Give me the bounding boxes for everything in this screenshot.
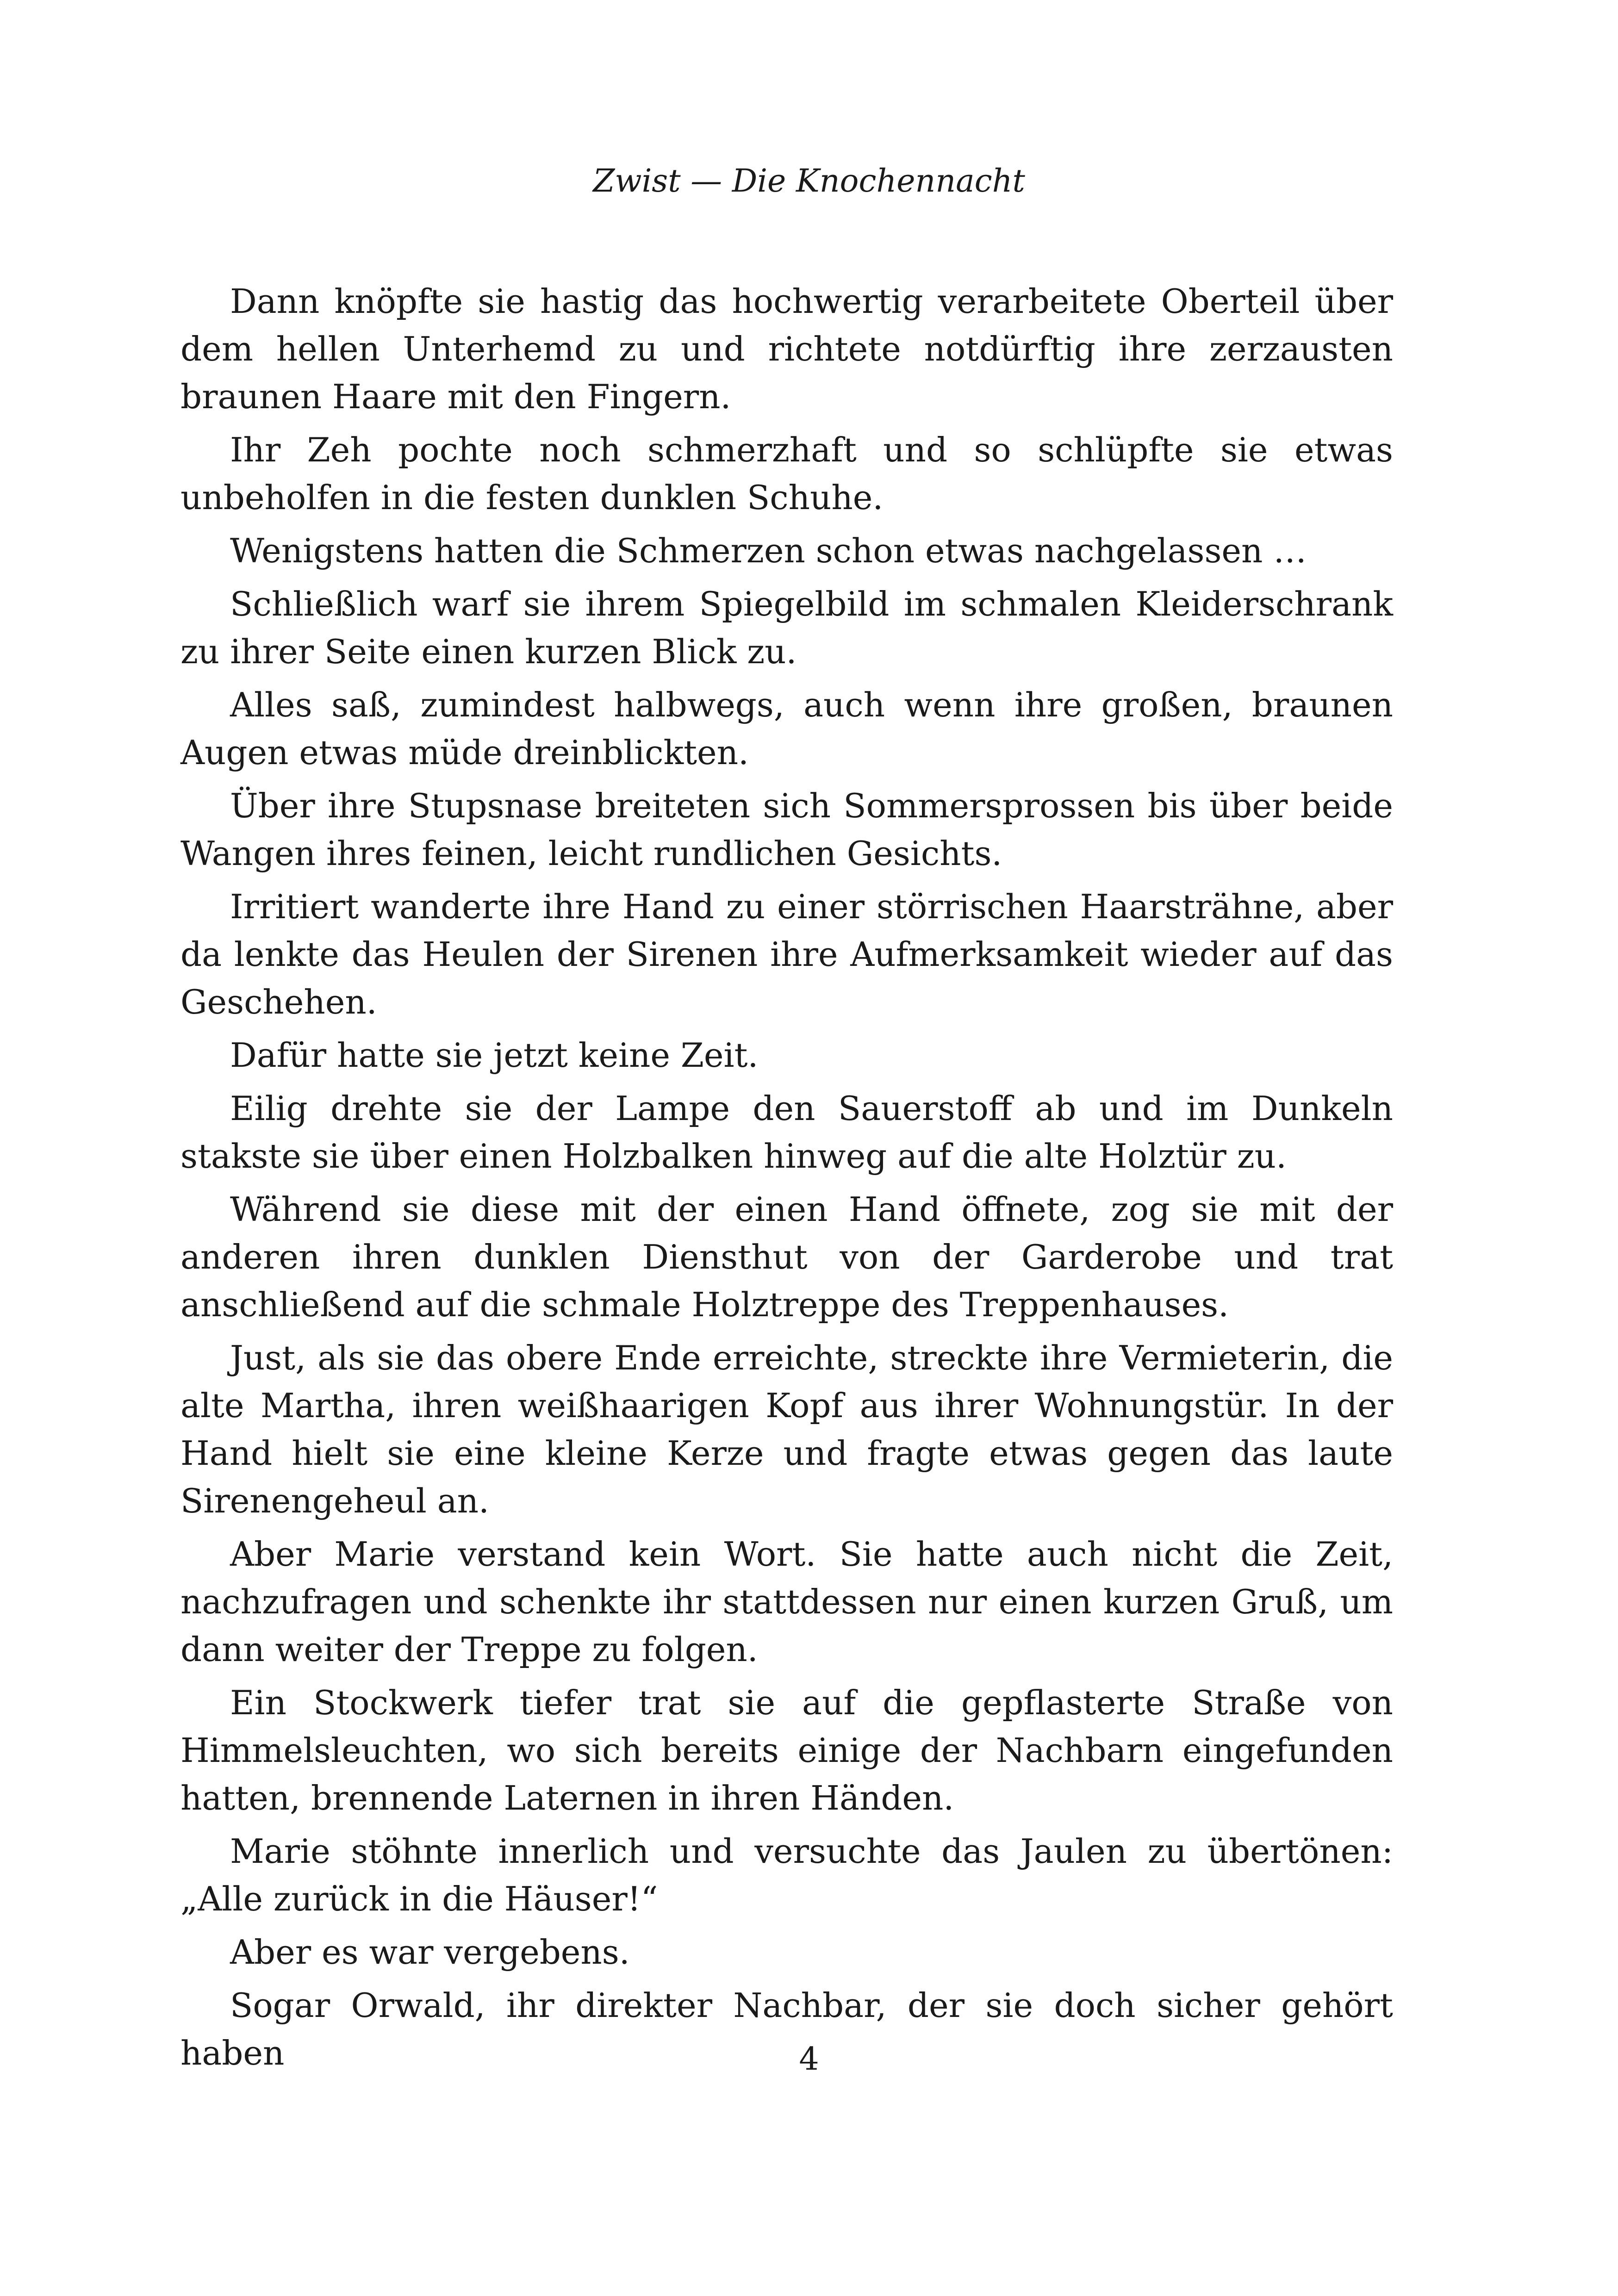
paragraph: Alles saß, zumindest halbwegs, auch wenn ihre großen, braunen Augen etwas müde dreinblickten. (180, 685, 1393, 772)
page-number: 4 (799, 2041, 819, 2078)
running-header: Zwist — Die Knochennacht (593, 163, 1025, 199)
body-text (180, 278, 1393, 2083)
paragraph: Schließlich warf sie ihrem Spiegelbild im schmalen Kleiderschrank zu ihrer Seite einen kurzen Blick zu. (180, 585, 1393, 671)
paragraph: Dann knöpfte sie hastig das hochwertig verarbeitete Oberteil über dem hellen Unterhemd zu und richtete notdürftig ihre zerzausten braunen Haare mit den Fingern. (180, 282, 1393, 416)
paragraph: Eilig drehte sie der Lampe den Sauerstoff ab und im Dunkeln stakste sie über einen Holzbalken hinweg auf die alte Holztür zu. (180, 1089, 1393, 1176)
paragraph: Marie stöhnte innerlich und versuchte das Jaulen zu übertönen: „Alle zurück in die Häuser!“ (180, 1832, 1393, 1918)
paragraph: Just, als sie das obere Ende erreichte, streckte ihre Vermieterin, die alte Martha, ihren weißhaarigen Kopf aus ihrer Wohnungstür. In der Hand hielt sie eine kleine Kerze und fragte etwas gegen das laute Sirenengeheul an. (180, 1338, 1393, 1520)
paragraph: Während sie diese mit der einen Hand öffnete, zog sie mit der anderen ihren dunklen Diensthut von der Garderobe und trat anschließend auf die schmale Holztreppe des Treppenhauses. (180, 1190, 1393, 1324)
paragraph: Ihr Zeh pochte noch schmerzhaft und so schlüpfte sie etwas unbeholfen in die festen dunklen Schuhe. (180, 430, 1393, 517)
paragraph: Ein Stockwerk tiefer trat sie auf die gepflasterte Straße von Himmelsleuchten, wo sich bereits einige der Nachbarn eingefunden hatten, brennende Laternen in ihren Händen. (180, 1683, 1393, 1817)
paragraph: Über ihre Stupsnase breiteten sich Sommersprossen bis über beide Wangen ihres feinen, leicht rundlichen Gesichts. (180, 786, 1393, 873)
paragraph: Dafür hatte sie jetzt keine Zeit. (230, 1036, 759, 1075)
paragraph: Sogar Orwald, ihr direkter Nachbar, der sie doch sicher gehört haben (180, 1986, 1393, 2072)
paragraph: Wenigstens hatten die Schmerzen schon etwas nachgelassen … (230, 531, 1307, 570)
paragraph: Aber Marie verstand kein Wort. Sie hatte auch nicht die Zeit, nachzufragen und schenkte ihr stattdessen nur einen kurzen Gruß, um dann weiter der Treppe zu folgen. (180, 1535, 1393, 1669)
paragraph: Irritiert wanderte ihre Hand zu einer störrischen Haarsträhne, aber da lenkte das Heulen der Sirenen ihre Aufmerksamkeit wieder auf das Geschehen. (180, 887, 1393, 1021)
paragraph: Aber es war vergebens. (230, 1933, 630, 1972)
